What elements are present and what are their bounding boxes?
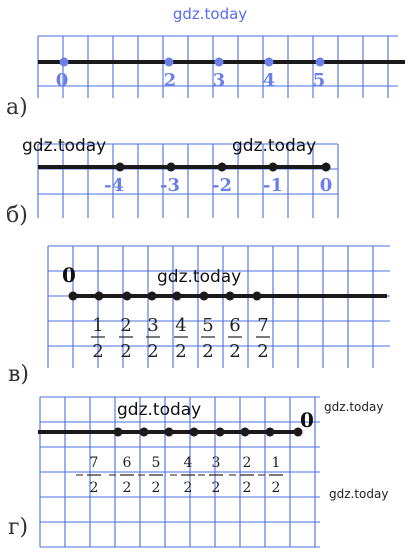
panel-b <box>6 136 338 228</box>
panel-b-point-4 <box>322 163 331 172</box>
panel-a-label-4: 4 <box>262 70 276 91</box>
panel-b-point-0 <box>116 163 125 172</box>
panel-v-denominator-6: 2 <box>257 341 269 362</box>
panel-b-label-minus-4: -4 <box>104 175 124 196</box>
panel-g-point-5 <box>241 428 250 437</box>
panel-a-label-2: 2 <box>163 70 177 91</box>
panel-a-label-5: 5 <box>312 70 326 91</box>
panel-g-numerator-4: 3 <box>211 455 221 471</box>
panel-v-origin-label: 0 <box>62 263 76 287</box>
panel-v-denominator-0: 2 <box>92 341 104 362</box>
panel-b-label-0: 0 <box>319 175 333 196</box>
watermark-v: gdz.today <box>157 267 242 287</box>
panel-a-point-1 <box>165 58 174 67</box>
panel-b-point-1 <box>167 163 176 172</box>
panel-v-denominator-1: 2 <box>120 341 132 362</box>
watermark-top: gdz.today <box>172 5 248 23</box>
panel-a-label-3: 3 <box>212 70 226 91</box>
watermark-b-left: gdz.today <box>22 136 107 156</box>
watermark-g-right-bottom: gdz.today <box>329 487 389 501</box>
panel-a-label-0: 0 <box>55 70 69 91</box>
watermark-b-right: gdz.today <box>232 136 317 156</box>
panel-a-point-3 <box>265 58 274 67</box>
panel-v-denominator-4: 2 <box>202 341 214 362</box>
panel-v-point-6 <box>226 292 235 301</box>
panel-g-denominator-3: 2 <box>183 480 193 496</box>
panel-v-numerator-1: 2 <box>120 315 132 336</box>
panel-a <box>6 36 405 120</box>
panel-v-point-5 <box>200 292 209 301</box>
panel-v-denominator-2: 2 <box>147 341 159 362</box>
panel-g-denominator-5: 2 <box>242 480 252 496</box>
panel-v-point-7 <box>253 292 262 301</box>
panel-a-point-0 <box>60 58 69 67</box>
panel-g-letter: г) <box>8 515 29 540</box>
panel-g-denominator-6: 2 <box>271 480 281 496</box>
watermark-g: gdz.today <box>117 400 202 420</box>
panel-g-numerator-1: 6 <box>122 455 132 471</box>
panel-v-numerator-4: 5 <box>202 315 214 336</box>
panel-g-fraction-labels <box>76 455 283 496</box>
panel-a-point-2 <box>215 58 224 67</box>
panel-g-point-2 <box>165 428 174 437</box>
panel-v-point-2 <box>123 292 132 301</box>
panel-b-label-minus-2: -2 <box>212 175 232 196</box>
panel-v-numerator-2: 3 <box>147 315 159 336</box>
panel-g-denominator-1: 2 <box>122 480 132 496</box>
panel-g-numerator-6: 1 <box>271 455 281 471</box>
panel-v-point-1 <box>95 292 104 301</box>
panel-g-point-4 <box>216 428 225 437</box>
panel-v-numerator-6: 7 <box>257 315 269 336</box>
panel-b-point-2 <box>218 163 227 172</box>
panel-a-letter: а) <box>6 95 28 120</box>
watermark-g-right-top: gdz.today <box>324 400 384 414</box>
panel-g-point-0 <box>114 428 123 437</box>
panel-g-numerator-0: 7 <box>89 455 99 471</box>
panel-g-denominator-0: 2 <box>89 480 99 496</box>
panel-g-denominator-4: 2 <box>211 480 221 496</box>
panel-v-letter: в) <box>8 362 29 387</box>
panel-v <box>8 246 390 387</box>
panel-g-denominator-2: 2 <box>151 480 161 496</box>
panel-v-numerator-0: 1 <box>92 315 104 336</box>
panel-a-point-4 <box>316 58 325 67</box>
panel-g-numerator-2: 5 <box>151 455 161 471</box>
panel-b-letter: б) <box>6 203 28 228</box>
panel-g-point-6 <box>266 428 275 437</box>
panel-g-origin-label: 0 <box>300 408 314 432</box>
panel-v-denominator-3: 2 <box>175 341 187 362</box>
panel-v-fraction-labels <box>91 315 270 362</box>
panel-g-point-3 <box>190 428 199 437</box>
panel-b-label-minus-3: -3 <box>160 175 180 196</box>
panel-g <box>8 397 388 547</box>
panel-g-point-1 <box>140 428 149 437</box>
panel-v-numerator-3: 4 <box>175 315 187 336</box>
panel-v-numerator-5: 6 <box>229 315 241 336</box>
panel-b-point-3 <box>269 163 278 172</box>
panel-b-label-minus-1: -1 <box>263 175 283 196</box>
panel-g-numerator-5: 2 <box>242 455 252 471</box>
panel-v-point-4 <box>173 292 182 301</box>
panel-g-numerator-3: 4 <box>183 455 193 471</box>
panel-v-point-3 <box>148 292 157 301</box>
panel-v-point-0 <box>69 292 78 301</box>
panel-v-denominator-5: 2 <box>229 341 241 362</box>
